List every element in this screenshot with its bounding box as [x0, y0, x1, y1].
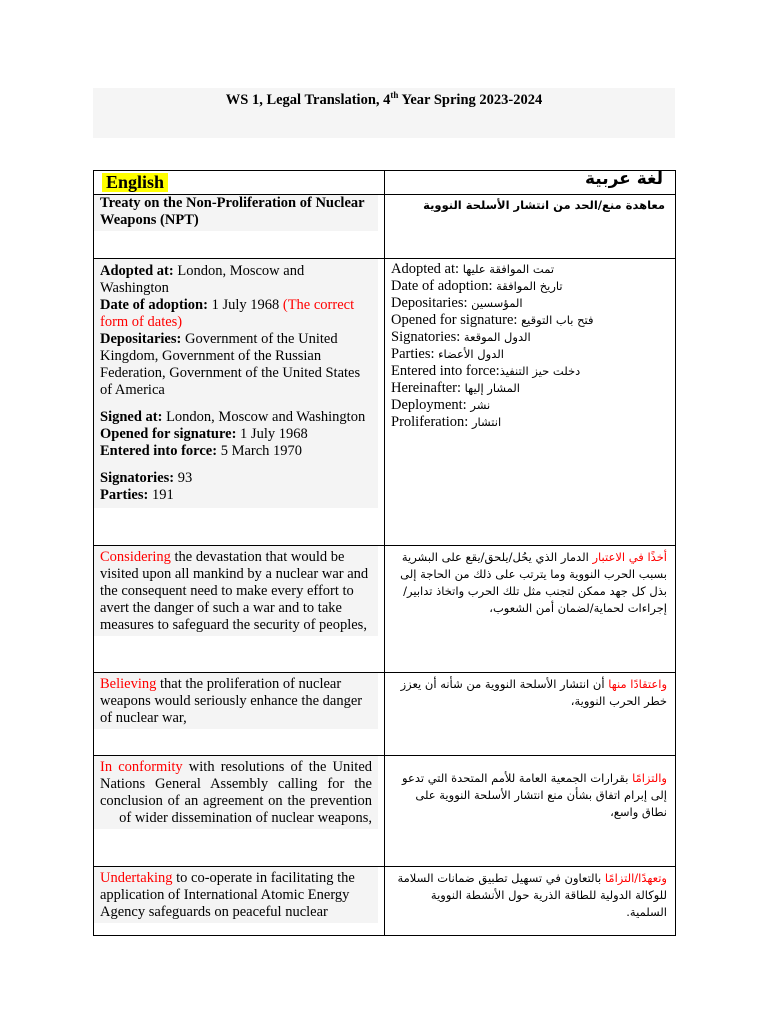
clause-ar: والتزامًا بقرارات الجمعية العامة للأمم المتحدة التي تدعو إلى إبرام اتفاق بشأن منع انتشار الأسلحة النووية على نطاق واسع، — [402, 771, 667, 819]
english-column-heading: English — [102, 173, 168, 192]
glossary-item: Parties: الدول الأعضاء — [391, 346, 504, 362]
signed-line: Signed at: London, Moscow and Washington — [100, 409, 366, 425]
clause-row — [94, 756, 676, 867]
depositaries-line: Depositaries: Government of the United Kingdom, Government of the Russian Federation, Government of the United States of America — [100, 331, 361, 398]
glossary-item: Opened for signature: فتح باب التوقيع — [391, 312, 594, 328]
clause-en: Considering the devastation that would be visited upon all mankind by a nuclear war and the consequent need to make every effort to avert the danger of such a war and to take measures to safeguard the security of peoples, — [94, 546, 378, 636]
treaty-title-ar: معاهدة منع/الحد من انتشار الأسلحة النووية — [423, 198, 665, 212]
glossary — [385, 259, 675, 431]
clause-ar: واعتقادًا منها أن انتشار الأسلحة النووية من شأنه أن يعزز خطر الحرب النووية، — [400, 677, 667, 708]
treaty-facts — [94, 259, 378, 508]
clause-ar: أخذًا في الاعتبار الدمار الذي يحُل/يلحق/يقع على البشرية بسبب الحرب النووية وما يترتب على ذلك من الحاجة إلى بذل كل جهد ممكن لتجنب مثل تلك الحرب واتخاذ تدابير/إجراءات لحماية/لضمان أمن الشعوب، — [400, 550, 667, 615]
glossary-item: Signatories: الدول الموقعة — [391, 329, 531, 345]
arabic-column-heading: لغة عربية — [584, 169, 663, 189]
page-title: WS 1, Legal Translation, 4th Year Spring 2023-2024 — [225, 90, 543, 108]
glossary-item: Hereinafter: المشار إليها — [391, 380, 520, 396]
glossary-item: Adopted at: تمت الموافقة عليها — [391, 261, 555, 277]
clause-en: In conformity with resolutions of the United Nations General Assembly calling for the conclusion of an agreement on the prevention of wider dissemination of nuclear weapons, — [94, 756, 378, 829]
clause-row — [94, 546, 676, 673]
parties-line: Parties: 191 — [100, 487, 174, 503]
force-line: Entered into force: 5 March 1970 — [100, 443, 303, 459]
glossary-item: Proliferation: انتشار — [391, 414, 502, 430]
glossary-item: Deployment: نشر — [391, 397, 491, 413]
clause-en: Believing that the proliferation of nuclear weapons would seriously enhance the danger of nuclear war, — [94, 673, 378, 729]
treaty-title-en: Treaty on the Non-Proliferation of Nuclear Weapons (NPT) — [94, 195, 378, 231]
translation-table — [93, 170, 676, 936]
treaty-facts-row — [94, 259, 676, 546]
clause-row — [94, 867, 676, 936]
treaty-title-row — [94, 195, 676, 259]
date-line: Date of adoption: 1 July 1968 (The correct form of dates) — [100, 297, 355, 330]
glossary-item: Date of adoption: تاريخ الموافقة — [391, 278, 563, 294]
clause-row — [94, 673, 676, 756]
date-note: (The correct form of dates) — [100, 297, 355, 330]
table-header-row — [94, 171, 676, 195]
clause-ar: وتعهدًا/التزامًا بالتعاون في تسهيل تطبيق ضمانات السلامة للوكالة الدولية للطاقة الذرية حول الأنشطة النووية السلمية. — [397, 871, 667, 919]
glossary-item: Depositaries: المؤسسين — [391, 295, 523, 311]
adopted-line: Adopted at: London, Moscow and Washington — [100, 263, 305, 296]
opened-line: Opened for signature: 1 July 1968 — [100, 426, 308, 442]
clause-en: Undertaking to co-operate in facilitating the application of International Atomic Energy Agency safeguards on peaceful nuclear — [94, 867, 378, 923]
signatories-line: Signatories: 93 — [100, 470, 193, 486]
glossary-item: Entered into force:دخلت حيز التنفيذ — [391, 363, 581, 379]
